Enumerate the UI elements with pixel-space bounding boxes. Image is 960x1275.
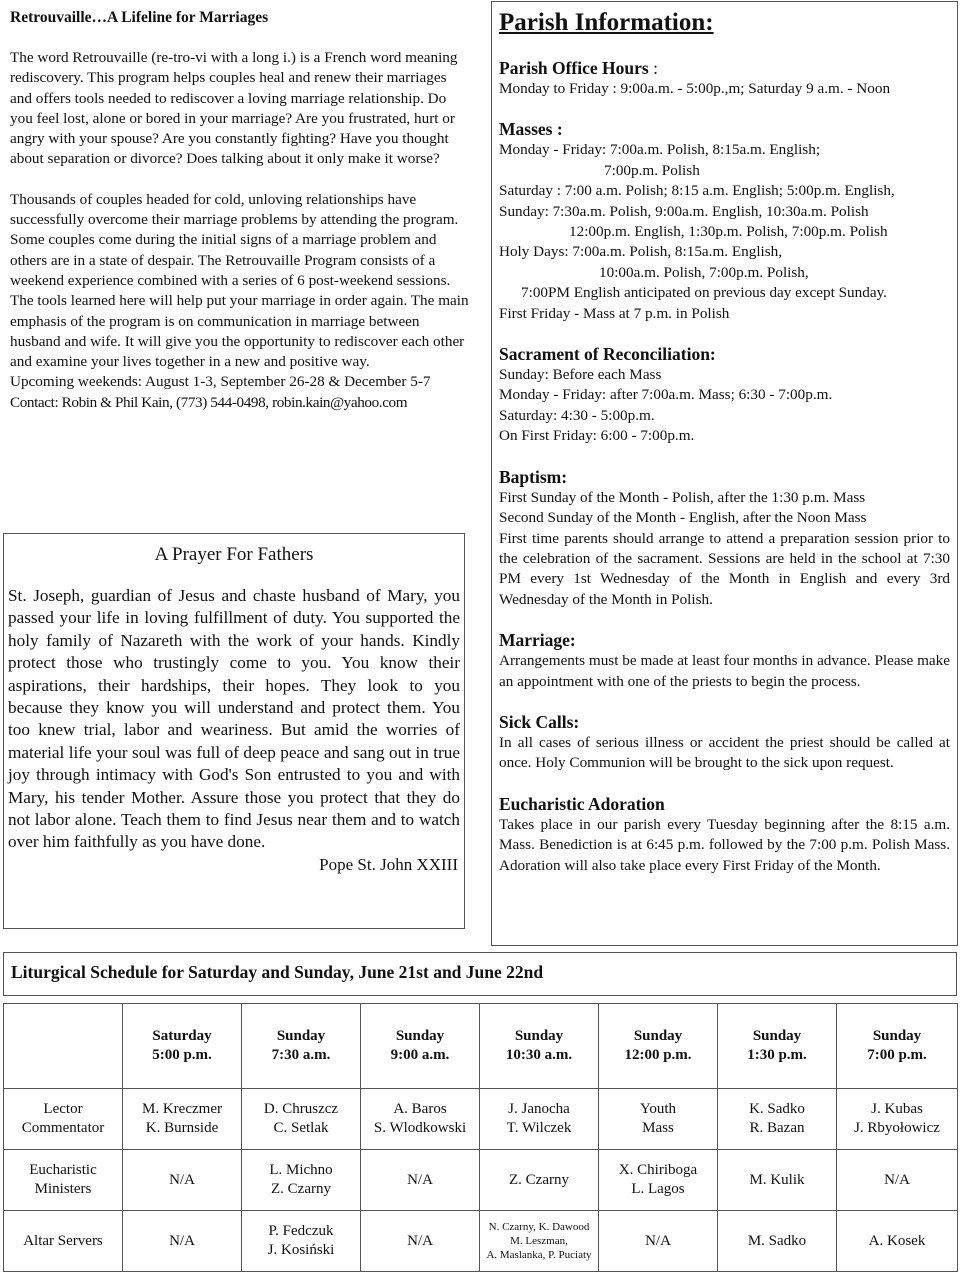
office-hours-section (499, 58, 950, 99)
marriage-heading: Marriage: (499, 630, 576, 651)
table-row-eucharistic-ministers (4, 1150, 958, 1211)
table-cell (480, 1150, 599, 1211)
table-cell (599, 1211, 718, 1272)
column-header (837, 1004, 958, 1089)
row-label (4, 1089, 123, 1150)
cell-line: Youth (640, 1101, 676, 1117)
sick-calls-heading: Sick Calls: (499, 711, 580, 732)
retrouvaille-paragraph-2: Thousands of couples headed for cold, unloving relationships have successfully overcome their marriage problems by attending the program. Some couples come during the initial signs of a marriage problem and others are in a state of despair. The Retrouvaille Program consists of a weekend experience combined with a series of 6 post-weekend sessions. The tools learned here will help put your marriage in order again. The main emphasis of the program is on communication in marriage between husband and wife. It will give you the opportunity to rediscover each other and examine your lives together in a new and positive way. (10, 190, 469, 371)
reconciliation-line: Sunday: Before each Mass (499, 366, 662, 384)
table-cell (242, 1211, 361, 1272)
cell-line: K. Burnside (145, 1120, 219, 1136)
office-hours-colon: : (648, 58, 658, 78)
liturgical-schedule-table (3, 1003, 958, 1272)
adoration-heading: Eucharistic Adoration (499, 793, 665, 814)
table-cell (837, 1089, 958, 1150)
cell-line: C. Setlak (273, 1120, 329, 1136)
baptism-section (499, 467, 950, 610)
row-label-line: Lector (43, 1101, 83, 1117)
baptism-line: First Sunday of the Month - Polish, after the 1:30 p.m. Mass (499, 488, 866, 506)
reconciliation-section (499, 344, 950, 447)
cell-line: R. Bazan (749, 1120, 805, 1136)
retrouvaille-article (10, 8, 472, 413)
table-cell (599, 1150, 718, 1211)
cell-line: J. Rbyołowicz (854, 1120, 940, 1136)
table-cell (123, 1150, 242, 1211)
cell-line: D. Chruszcz (263, 1101, 339, 1117)
table-row-altar-servers (4, 1211, 958, 1272)
column-time: 5:00 p.m. (152, 1047, 212, 1063)
prayer-signature: Pope St. John XXIII (319, 854, 458, 874)
cell-line: J. Kosiński (267, 1242, 335, 1258)
column-time: 9:00 a.m. (390, 1047, 450, 1063)
masses-line: Holy Days: 7:00a.m. Polish, 8:15a.m. English, (499, 243, 783, 261)
liturgical-schedule-title: Liturgical Schedule for Saturday and Sunday, June 21st and June 22nd (3, 952, 957, 996)
table-cell (718, 1211, 837, 1272)
reconciliation-heading: Sacrament of Reconciliation: (499, 344, 716, 365)
column-time: 10:30 a.m. (505, 1047, 573, 1063)
masses-line: Sunday: 7:30a.m. Polish, 9:00a.m. English, 10:30a.m. Polish (499, 202, 869, 220)
retrouvaille-upcoming: Upcoming weekends: August 1-3, September 26-28 & December 5-7 (10, 373, 431, 391)
cell-line: M. Kulik (749, 1171, 805, 1188)
sick-calls-section (499, 712, 950, 774)
masses-line: Saturday : 7:00 a.m. Polish; 8:15 a.m. English; 5:00p.m. English, (499, 182, 895, 200)
table-cell (361, 1089, 480, 1150)
column-day: Sunday (872, 1028, 922, 1044)
reconciliation-line: Monday - Friday: after 7:00a.m. Mass; 6:30 - 7:00p.m. (499, 386, 833, 404)
cell-line: N/A (645, 1232, 671, 1249)
column-day: Sunday (633, 1028, 683, 1044)
column-time: 7:30 a.m. (271, 1047, 331, 1063)
retrouvaille-title: Retrouvaille…A Lifeline for Marriages (10, 9, 269, 26)
row-label-line: Altar Servers (23, 1232, 103, 1249)
cell-line: A. Kosek (868, 1232, 926, 1249)
column-day: Sunday (752, 1028, 802, 1044)
cell-line: T. Wilczek (506, 1120, 572, 1136)
cell-line: A. Baros (393, 1101, 447, 1117)
cell-line: K. Sadko (749, 1101, 805, 1117)
cell-line: N/A (169, 1171, 195, 1188)
table-cell (123, 1211, 242, 1272)
marriage-text: Arrangements must be made at least four months in advance. Please make an appointment with one of the priests to begin the process. (499, 652, 950, 690)
table-cell (718, 1150, 837, 1211)
cell-line: N/A (407, 1171, 433, 1188)
retrouvaille-contact: Contact: Robin & Phil Kain, (773) 544-0498, robin.kain@yahoo.com (10, 393, 408, 411)
column-time: 7:00 p.m. (867, 1047, 927, 1063)
row-label (4, 1150, 123, 1211)
table-cell (837, 1211, 958, 1272)
column-time: 1:30 p.m. (747, 1047, 807, 1063)
masses-heading: Masses : (499, 119, 563, 140)
parish-heading: Parish Information: (499, 9, 714, 36)
table-cell (123, 1089, 242, 1150)
reconciliation-line: On First Friday: 6:00 - 7:00p.m. (499, 427, 695, 445)
row-label (4, 1211, 123, 1272)
prayer-text: St. Joseph, guardian of Jesus and chaste husband of Mary, you passed your life in loving fulfillment of duty. You supported the holy family of Nazareth with the work of your hands. Kindly protect those who trustingly come to you. You know their aspirations, their hardships, their hopes. They look to you because they know you will understand and protect them. You too knew trial, labor and weariness. But amid the worries of material life your soul was full of deep peace and sang out in true joy through intimacy with God's Son entrusted to you and with Mary, his tender Mother. Assure those you protect that they do not labor alone. Teach them to find Jesus near them and to watch over him faithfully as you have done. (8, 586, 460, 852)
row-label-line: Ministers (34, 1181, 92, 1197)
column-header (718, 1004, 837, 1089)
adoration-section (499, 794, 950, 876)
cell-line: N/A (884, 1171, 910, 1188)
masses-line: 12:00p.m. English, 1:30p.m. Polish, 7:00p.m. Polish (569, 223, 888, 241)
column-header (480, 1004, 599, 1089)
masses-line: 10:00a.m. Polish, 7:00p.m. Polish, (599, 263, 809, 281)
retrouvaille-paragraph-1: The word Retrouvaille (re-tro-vi with a long i.) is a French word meaning rediscovery. This program helps couples heal and renew their marriages and offers tools needed to rediscover a loving marriage relationship. Do you feel lost, alone or bored in your marriage? Are you frustrated, hurt or angry with your spouse? Are you constantly fighting? Have you thought about separation or divorce? Does talking about it only make it worse? (10, 49, 458, 168)
masses-line: 7:00PM English anticipated on previous day except Sunday. (521, 284, 887, 302)
table-corner-cell (4, 1004, 123, 1089)
cell-line: X. Chiriboga (618, 1162, 698, 1178)
parish-information-box (491, 1, 958, 946)
column-header (361, 1004, 480, 1089)
column-time: 12:00 p.m. (624, 1047, 692, 1063)
masses-line: First Friday - Mass at 7 p.m. in Polish (499, 304, 730, 322)
masses-line: 7:00p.m. Polish (604, 161, 700, 179)
cell-line: M. Kreczmer (142, 1101, 222, 1117)
baptism-text: First time parents should arrange to attend a preparation session prior to the celebration of the sacrament. Sessions are held in the school at 7:30 PM every 1st Wednesday of the Month in English and every 3rd Wednesday of the Month in Polish. (499, 529, 950, 608)
cell-line: M. Sadko (747, 1232, 807, 1249)
table-cell (480, 1211, 599, 1272)
table-header-row (4, 1004, 958, 1089)
table-cell (599, 1089, 718, 1150)
row-label-line: Commentator (21, 1120, 105, 1136)
cell-line: Z. Czarny (271, 1181, 331, 1197)
cell-line: Z. Czarny (509, 1171, 569, 1188)
column-day: Sunday (514, 1028, 564, 1044)
cell-line: J. Kubas (871, 1101, 923, 1117)
table-cell (718, 1089, 837, 1150)
cell-line: N/A (169, 1232, 195, 1249)
column-header (242, 1004, 361, 1089)
table-cell (361, 1211, 480, 1272)
row-label-line: Eucharistic (29, 1162, 97, 1178)
column-header (599, 1004, 718, 1089)
adoration-text: Takes place in our parish every Tuesday beginning after the 8:15 a.m. Mass. Benediction is at 6:45 p.m. followed by the 7:00 p.m. Polish Mass. Adoration will also take place every First Friday of the Month. (499, 815, 950, 874)
sick-calls-text: In all cases of serious illness or accident the priest should be called at once. Holy Communion will be brought to the sick upon request. (499, 733, 950, 772)
baptism-line: Second Sunday of the Month - English, after the Noon Mass (499, 509, 867, 527)
table-cell (361, 1150, 480, 1211)
table-row-lector (4, 1089, 958, 1150)
prayer-box (3, 533, 465, 929)
cell-line: J. Janocha (508, 1101, 570, 1117)
office-hours-heading (499, 58, 950, 79)
cell-line: N/A (407, 1232, 433, 1249)
cell-line: M. Leszman, (510, 1235, 568, 1247)
cell-line: N. Czarny, K. Dawood (488, 1221, 590, 1233)
office-hours-label: Parish Office Hours (499, 58, 649, 78)
masses-line: Monday - Friday: 7:00a.m. Polish, 8:15a.m. English; (499, 141, 821, 159)
reconciliation-line: Saturday: 4:30 - 5:00p.m. (499, 406, 655, 424)
retrouvaille-body (10, 48, 472, 413)
table-cell (242, 1150, 361, 1211)
table-cell (242, 1089, 361, 1150)
baptism-heading: Baptism: (499, 466, 568, 487)
masses-section (499, 119, 950, 324)
marriage-section (499, 630, 950, 692)
column-header (123, 1004, 242, 1089)
office-hours-text: Monday to Friday : 9:00a.m. - 5:00p.,m; Saturday 9 a.m. - Noon (499, 80, 891, 97)
column-day: Saturday (152, 1028, 212, 1044)
cell-line: Mass (642, 1120, 674, 1136)
column-day: Sunday (395, 1028, 445, 1044)
cell-line: L. Michno (269, 1162, 333, 1178)
column-day: Sunday (276, 1028, 326, 1044)
cell-line: L. Lagos (631, 1181, 685, 1197)
cell-line: P. Fedczuk (268, 1223, 334, 1239)
table-cell (480, 1089, 599, 1150)
prayer-title: A Prayer For Fathers (154, 544, 314, 565)
table-cell (837, 1150, 958, 1211)
cell-line: A. Maslanka, P. Puciaty (486, 1249, 592, 1261)
cell-line: S. Wlodkowski (373, 1120, 467, 1136)
